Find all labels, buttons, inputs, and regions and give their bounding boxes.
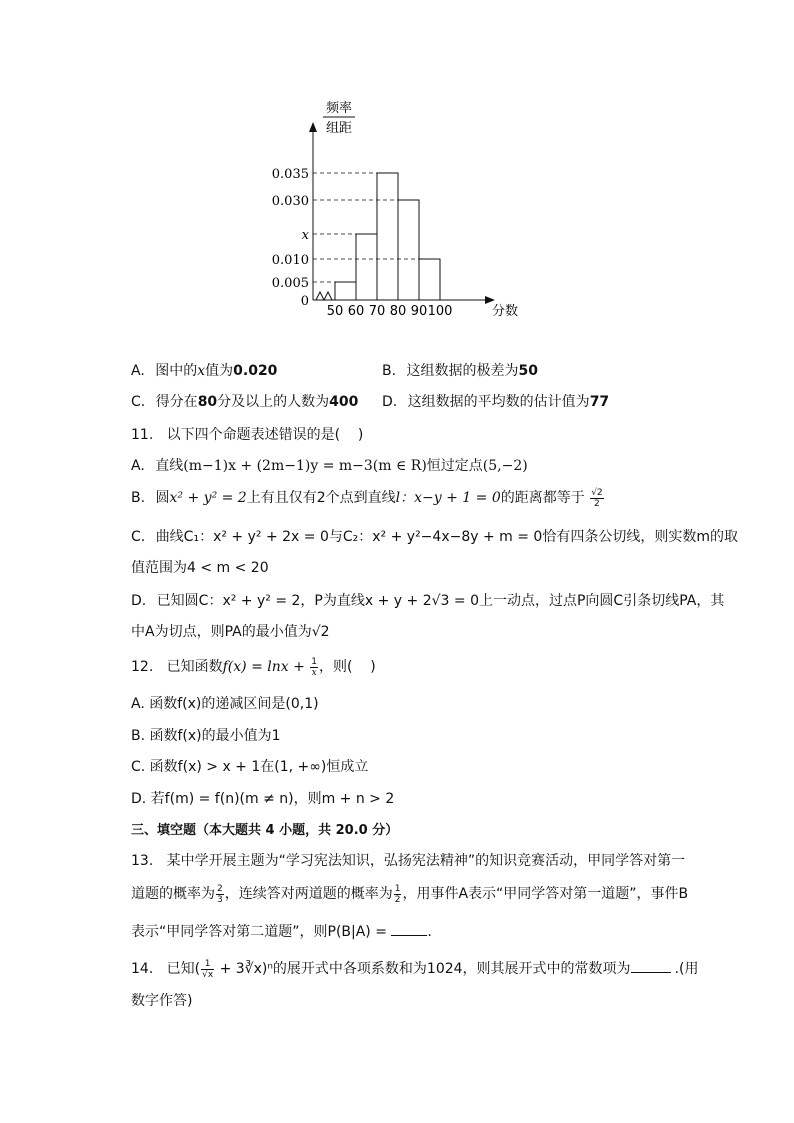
fraction-sqrt2-over-2: $\frac{√2}{2}$ <box>591 487 603 509</box>
y-axis-label-denominator: 组距 <box>325 121 353 136</box>
q11-option-c-line1: C. 曲线C₁：x² + y² + 2x = 0与C₂：x² + y²−4x−8y + m = 0恰有四条公切线，则实数m的取 <box>131 529 738 545</box>
y-tick-label: 0.010 <box>271 253 309 268</box>
x-tick-label: 50 <box>326 304 344 319</box>
x-tick-label: 60 <box>347 304 365 319</box>
y-tick-label: 0.030 <box>271 194 309 209</box>
fraction-1-over-sqrt-x: $\frac{1}{√x}$ <box>202 958 214 980</box>
q10-option-c: C. 得分在80分及以上的人数为400 <box>131 394 359 410</box>
fraction-1-over-x: $\frac{1}{x}$ <box>311 656 318 678</box>
q11-stem: 11. 以下四个命题表述错误的是( ) <box>131 427 364 443</box>
y-axis-arrow <box>309 122 317 132</box>
q10-option-b: B. 这组数据的极差为50 <box>382 363 538 379</box>
q13-line2: 道题的概率为 $\frac{2}{3}$ ，连续答对两道题的概率为 $\frac{1}{2}$ ，用事件A表示“甲同学答对第一道题”，事件B <box>131 883 689 905</box>
axis-break-mark <box>316 292 332 300</box>
answer-blank[interactable] <box>631 960 671 973</box>
y-tick-label: x <box>301 228 309 243</box>
q14-line2: 数字作答) <box>131 993 193 1009</box>
q10-option-a: A. 图中的x值为0.020 <box>131 363 278 379</box>
histogram-bar <box>419 259 440 300</box>
y-tick-label: 0 <box>300 294 309 309</box>
q13-line3: 表示“甲同学答对第二道题”，则P(B|A) = . <box>131 924 432 940</box>
y-axis-label-numerator: 频率 <box>325 101 353 116</box>
q11-option-d-line1: D. 已知圆C：x² + y² = 2，P为直线x + y + 2√3 = 0上一动点，过点P向圆C引条切线PA，其 <box>131 593 725 609</box>
y-tick-label: 0.035 <box>271 167 309 182</box>
x-tick-label: 100 <box>427 304 453 319</box>
x-tick-label: 70 <box>368 304 386 319</box>
q10-option-d: D. 这组数据的平均数的估计值为77 <box>382 394 610 410</box>
histogram-bar <box>356 234 377 300</box>
q14-line1: 14. 已知( $\frac{1}{√x}$ + 3∛x)ⁿ的展开式中各项系数和为1024，则其展开式中的常数项为 .(用 <box>131 958 699 980</box>
q12-option-c: C. 函数f(x) > x + 1在(1, +∞)恒成立 <box>131 759 369 775</box>
x-axis-label: 分数 <box>492 304 519 319</box>
q11-option-c-line2: 值范围为4 < m < 20 <box>131 560 269 576</box>
y-tick-label: 0.005 <box>271 276 309 291</box>
fraction-2-over-3: $\frac{2}{3}$ <box>217 883 223 905</box>
q12-stem: 12. 已知函数f(x) = lnx + $\frac{1}{x}$ ，则( ) <box>131 656 376 678</box>
q12-option-a: A. 函数f(x)的递减区间是(0,1) <box>131 696 319 712</box>
q13-line1: 13. 某中学开展主题为“学习宪法知识，弘扬宪法精神”的知识竞赛活动，甲同学答对第一 <box>131 853 686 869</box>
histogram-bar <box>398 200 419 300</box>
q11-option-d-line2: 中A为切点，则PA的最小值为√2 <box>131 624 330 640</box>
answer-blank[interactable] <box>391 923 427 936</box>
q11-option-b: B. 圆x² + y² = 2上有且仅有2个点到直线l：x−y + 1 = 0的距离都等于 $\frac{√2}{2}$ <box>131 487 603 509</box>
q12-option-b: B. 函数f(x)的最小值为1 <box>131 728 281 744</box>
section-3-title: 三、填空题（本大题共 4 小题，共 20.0 分） <box>131 823 399 838</box>
x-tick-label: 90 <box>410 304 428 319</box>
x-axis-arrow <box>485 296 495 304</box>
frequency-histogram <box>270 92 540 328</box>
histogram-bar <box>335 282 356 300</box>
q11-option-a: A. 直线(m−1)x + (2m−1)y = m−3(m ∈ R)恒过定点(5,−2) <box>131 458 528 474</box>
x-tick-label: 80 <box>389 304 407 319</box>
histogram-bar <box>377 173 398 300</box>
fraction-1-over-2: $\frac{1}{2}$ <box>394 883 401 905</box>
q12-option-d: D. 若f(m) = f(n)(m ≠ n)，则m + n > 2 <box>131 791 395 807</box>
